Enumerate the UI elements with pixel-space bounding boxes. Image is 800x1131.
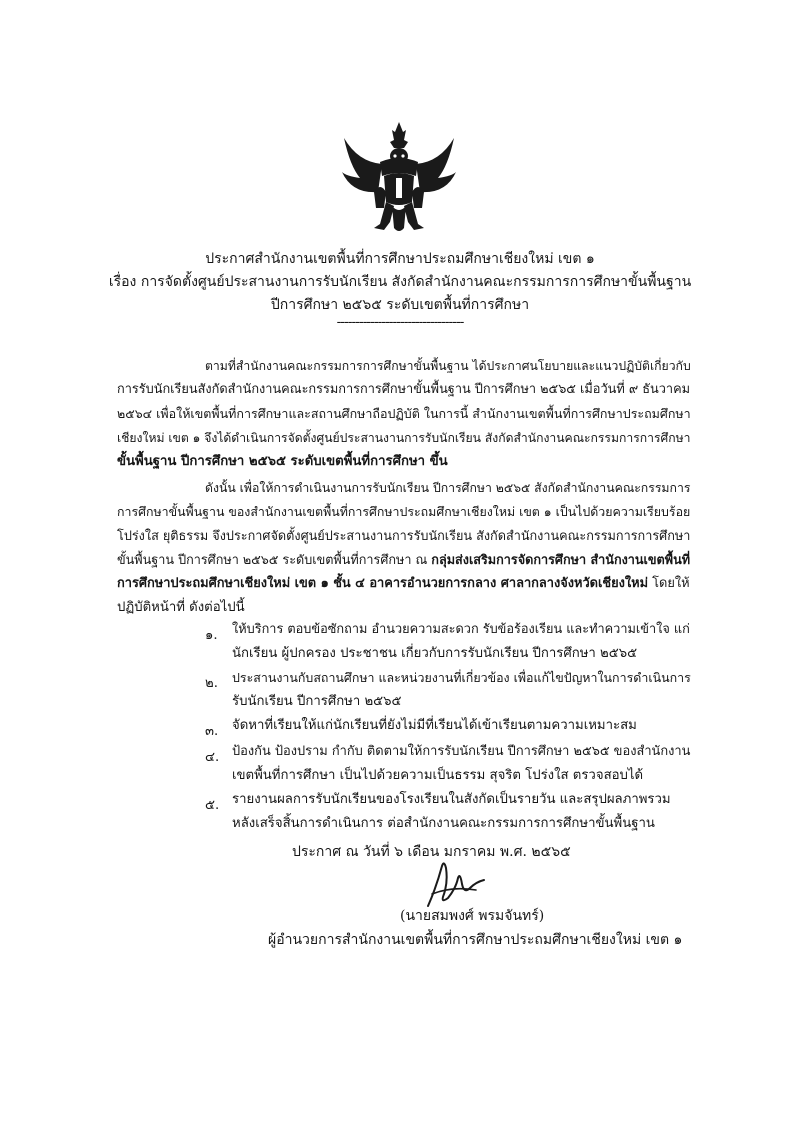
para1-line: ๒๕๖๔ เพื่อให้เขตพื้นที่การศึกษาและสถานศึกษาถือปฏิบัติ ในการนี้ สำนักงานเขตพื้นที่การศึกษาประถมศึกษา [117,406,691,421]
signer-name: (นายสมพงศ์ พรมจันทร์) [400,908,545,924]
signature-icon [418,858,488,910]
para1-line-bold: ขั้นพื้นฐาน ปีการศึกษา ๒๕๖๕ ระดับเขตพื้นที่การศึกษา ขึ้น [117,454,448,469]
list-item: รายงานผลการรับนักเรียนของโรงเรียนในสังกัดเป็นรายวัน และสรุปผลภาพรวม [232,792,671,807]
list-item: ป้องกัน ป้องปราม กำกับ ติดตามให้การรับนักเรียน ปีการศึกษา ๒๕๖๕ ของสำนักงาน [232,744,691,759]
list-item: หลังเสร็จสิ้นการดำเนินการ ต่อสำนักงานคณะกรรมการการศึกษาขั้นพื้นฐาน [232,816,655,831]
list-item: จัดหาที่เรียนให้แก่นักเรียนที่ยังไม่มีที่เรียนได้เข้าเรียนตามความเหมาะสม [232,718,637,733]
para2-line-text: โดยให้ [648,576,690,591]
announcement-title: ประกาศสำนักงานเขตพื้นที่การศึกษาประถมศึกษาเชียงใหม่ เขต ๑ [205,251,595,267]
para1-line: การรับนักเรียนสังกัดสำนักงานคณะกรรมการการศึกษาขั้นพื้นฐาน ปีการศึกษา ๒๕๖๕ เมื่อวันที่ ๙ ธันวาคม [117,382,691,397]
para2-line-text: ขั้นพื้นฐาน ปีการศึกษา ๒๕๖๕ ระดับเขตพื้นที่การศึกษา ณ [117,552,432,567]
list-item: ประสานงานกับสถานศึกษา และหน่วยงานที่เกี่ยวข้อง เพื่อแก้ไขปัญหาในการดำเนินการ [232,670,691,685]
garuda-emblem-icon [340,118,458,240]
list-item-number: ๑. [205,628,218,643]
para2-line-bold: กลุ่มส่งเสริมการจัดการศึกษา สำนักงานเขตพื้นที่ [431,552,691,567]
signer-position: ผู้อำนวยการสำนักงานเขตพื้นที่การศึกษาประถมศึกษาเชียงใหม่ เขต ๑ [268,932,683,948]
para1-line: เชียงใหม่ เขต ๑ จึงได้ดำเนินการจัดตั้งศูนย์ประสานงานการรับนักเรียน สังกัดสำนักงานคณะกรรมการการศึกษา [117,431,691,445]
para2-line: ปฏิบัติหน้าที่ ดังต่อไปนี้ [117,600,245,615]
list-item: รับนักเรียน ปีการศึกษา ๒๕๖๕ [232,694,402,709]
subject-line: เรื่อง การจัดตั้งศูนย์ประสานงานการรับนักเรียน สังกัดสำนักงานคณะกรรมการการศึกษาขั้นพื้นฐาน [108,274,692,290]
list-item: นักเรียน ผู้ปกครอง ประชาชน เกี่ยวกับการรับนักเรียน ปีการศึกษา ๒๕๖๕ [232,646,638,661]
list-item-number: ๓. [205,724,219,739]
list-item-number: ๕. [205,798,220,813]
list-item-number: ๒. [205,676,218,691]
para2-line-bold: การศึกษาประถมศึกษาเชียงใหม่ เขต ๑ ชั้น ๔ อาคารอำนวยการกลาง ศาลากลางจังหวัดเชียงใหม่ [117,576,649,591]
divider: ---------------------------------- [336,314,464,330]
subject-line-2: ปีการศึกษา ๒๕๖๕ ระดับเขตพื้นที่การศึกษา [270,297,530,313]
list-item: เขตพื้นที่การศึกษา เป็นไปด้วยความเป็นธรรม สุจริต โปร่งใส ตรวจสอบได้ [232,768,644,783]
list-item-number: ๔. [205,750,220,765]
para2-line: โปร่งใส ยุติธรรม จึงประกาศจัดตั้งศูนย์ประสานงานการรับนักเรียน สังกัดสำนักงานคณะกรรมการการศึกษา [117,528,691,543]
list-item: ให้บริการ ตอบข้อซักถาม อำนวยความสะดวก รับข้อร้องเรียน และทำความเข้าใจ แก่ [232,622,690,637]
announce-date: ประกาศ ณ วันที่ ๖ เดือน มกราคม พ.ศ. ๒๕๖๕ [292,844,571,860]
para2-line: การศึกษาขั้นพื้นฐาน ของสำนักงานเขตพื้นที่การศึกษาประถมศึกษาเชียงใหม่ เขต ๑ เป็นไปด้วยความเรียบร้อย [117,504,691,519]
para2-line: ดังนั้น เพื่อให้การดำเนินงานการรับนักเรียน ปีการศึกษา ๒๕๖๕ สังกัดสำนักงานคณะกรรมการ [205,481,691,495]
para2-line [117,574,690,594]
para2-line [117,550,690,570]
para1-line: ตามที่สำนักงานคณะกรรมการการศึกษาขั้นพื้นฐาน ได้ประกาศนโยบายและแนวปฏิบัติเกี่ยวกับ [205,359,691,373]
